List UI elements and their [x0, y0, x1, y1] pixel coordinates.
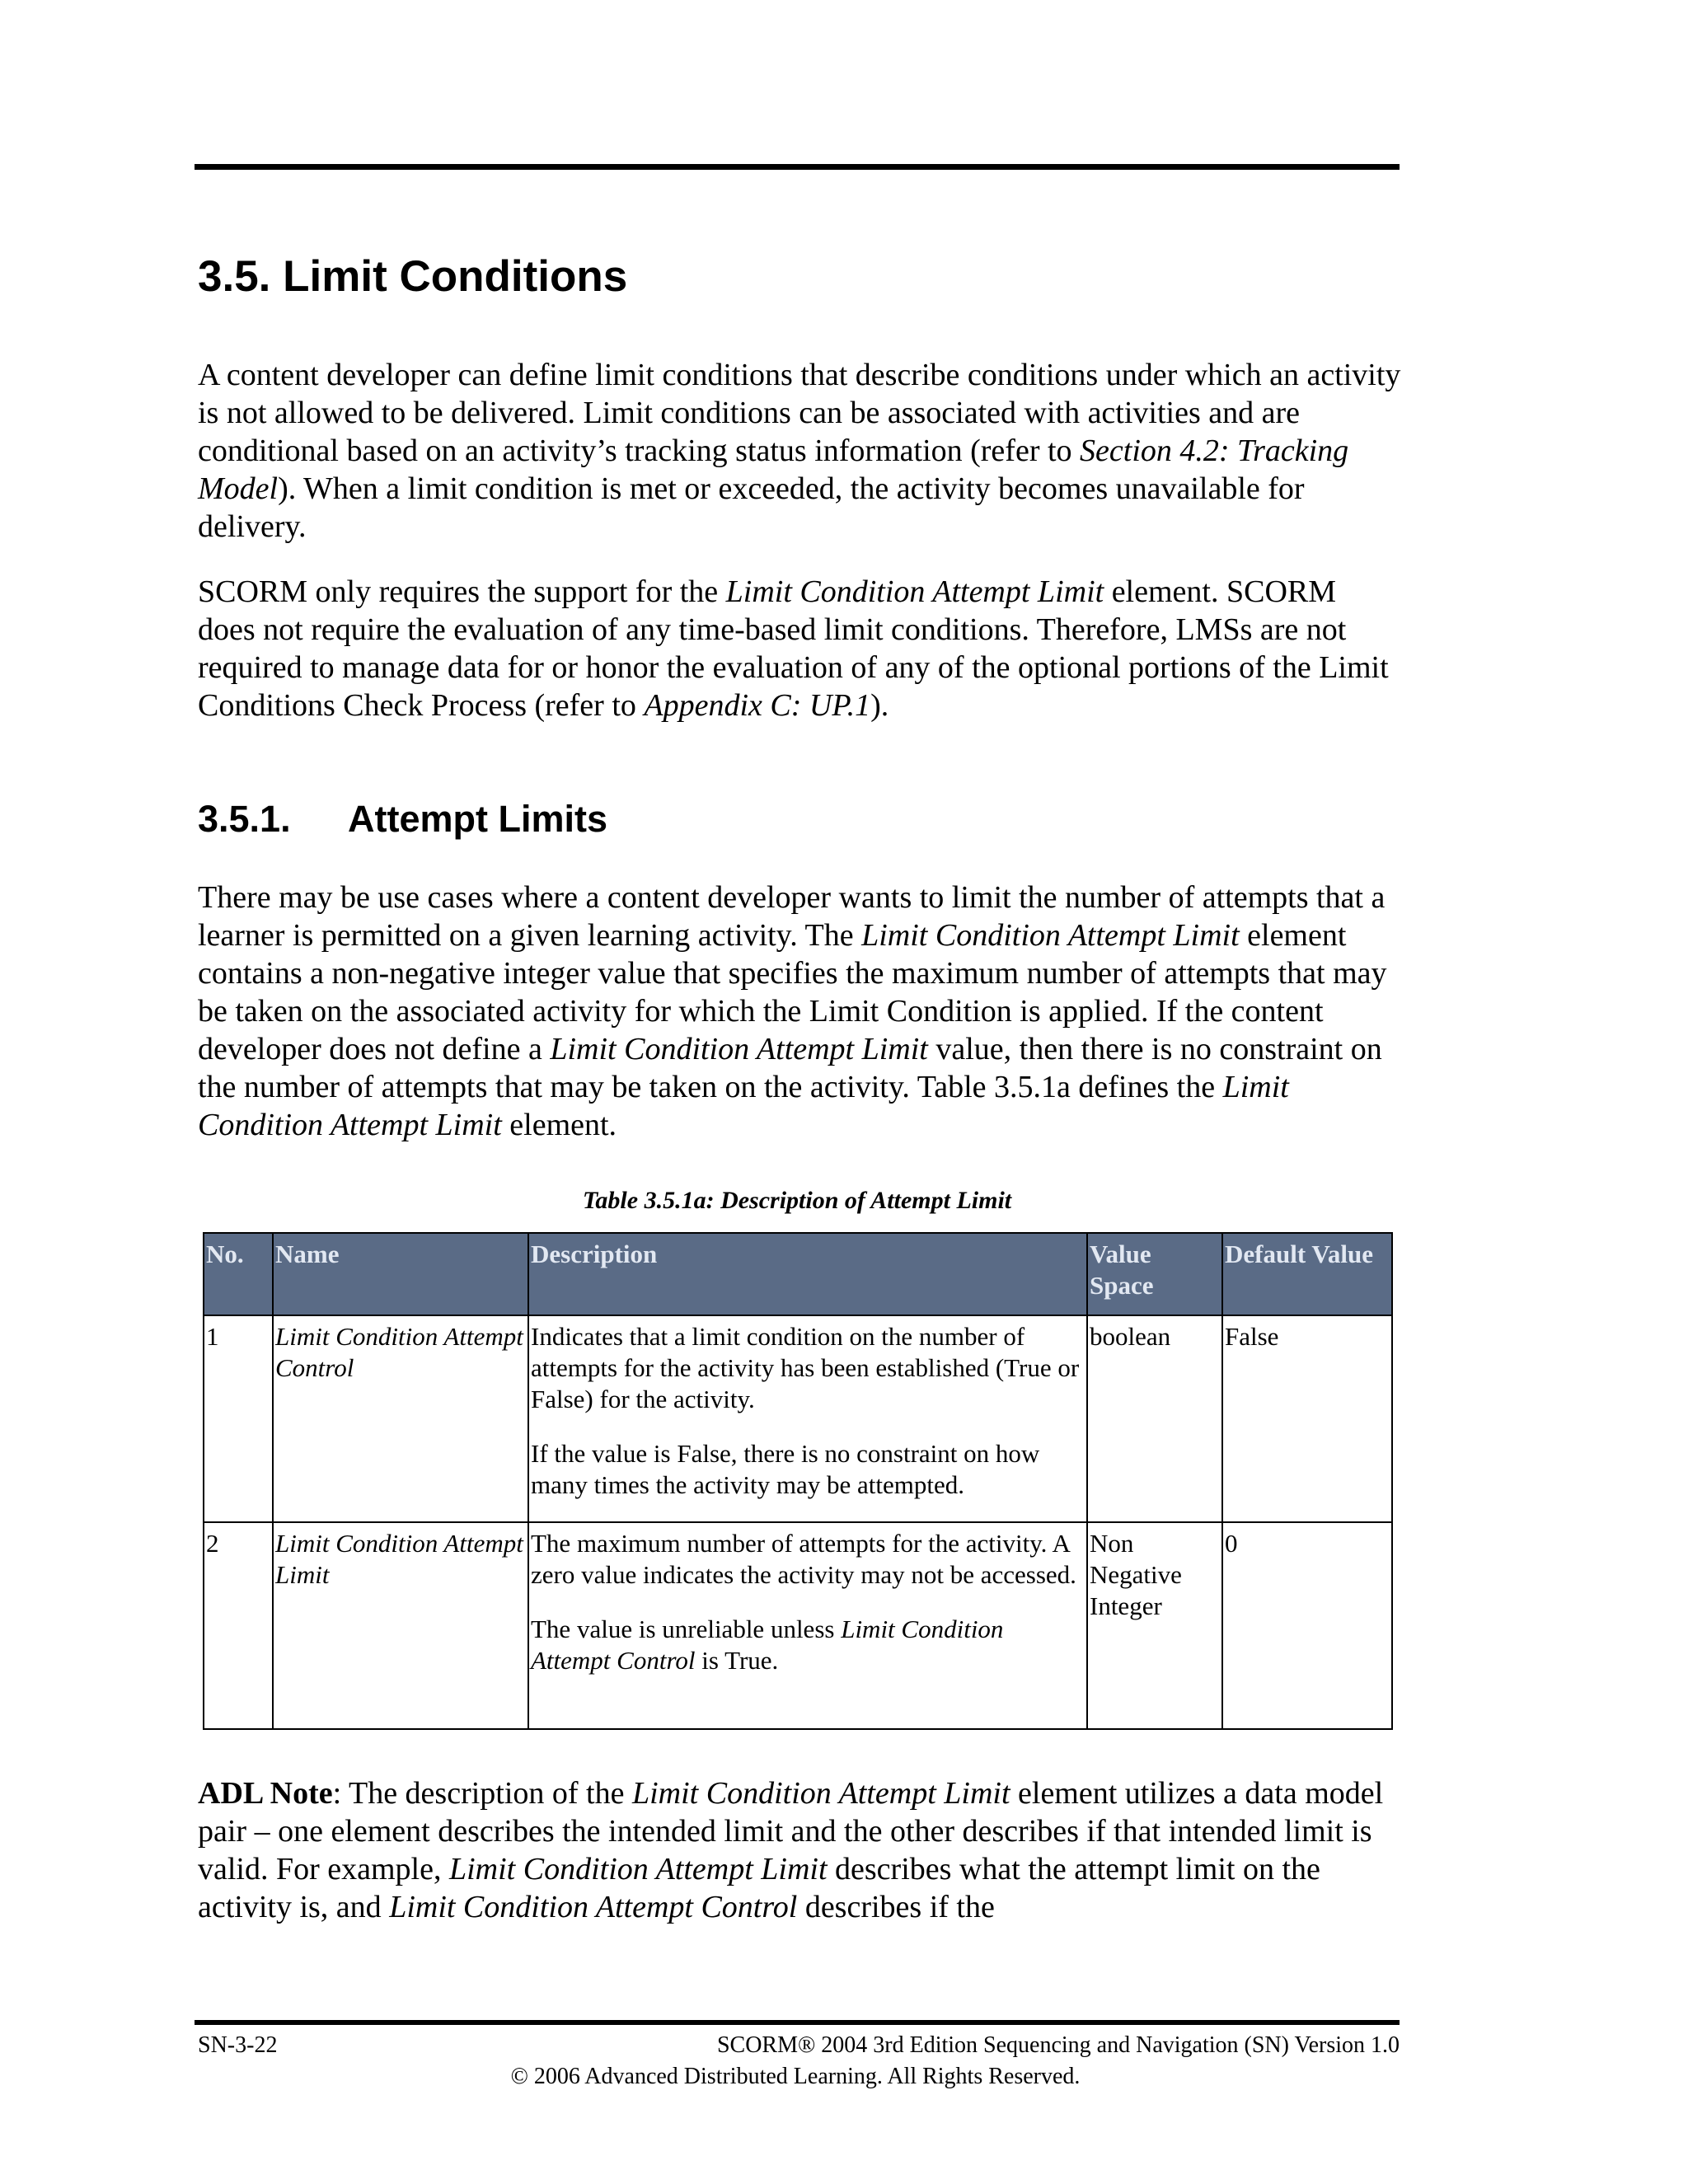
page-number: SN-3-22: [198, 2032, 278, 2058]
subsection-title: Attempt Limits: [348, 798, 607, 840]
description-line: [531, 1614, 1085, 1676]
emphasis-text: Limit Condition Attempt Limit: [861, 918, 1240, 953]
cell-default-value: 0: [1222, 1522, 1392, 1729]
bold-text: ADL Note: [198, 1776, 333, 1811]
subsection-heading: [198, 798, 607, 841]
adl-note-paragraph: [198, 1774, 1401, 1926]
subsection-number: 3.5.1.: [198, 798, 291, 840]
header-description: Description: [528, 1233, 1087, 1315]
document-title: SCORM® 2004 3rd Edition Sequencing and Navigation (SN) Version 1.0: [716, 2032, 1400, 2058]
cell-description: [528, 1315, 1087, 1522]
emphasis-text: Limit Condition Attempt Limit: [448, 1852, 828, 1886]
text-run: There may be use cases where a content developer wants to limit the number of attempts that a learner is permitted on a given learning activity. The: [198, 880, 1386, 953]
table-header-row: [204, 1233, 1392, 1315]
emphasis-text: Appendix C: UP.1: [644, 688, 871, 723]
text-run: element.: [501, 1108, 617, 1142]
emphasis-text: Limit Condition Attempt Limit: [631, 1776, 1010, 1811]
footer-rule: [195, 2020, 1400, 2025]
emphasis-text: Section 4.2: Tracking Model: [198, 434, 1349, 506]
emphasis-text: Limit Condition Attempt Control: [531, 1615, 1004, 1675]
cell-no: 2: [204, 1522, 273, 1729]
description-line: [531, 1321, 1085, 1415]
text-run: element. SCORM does not require the evaluation of any time-based limit conditions. Therefore, LMSs are not required to manage data for or honor the evaluation of any of the optional portions of the Limit Conditions Check Process (refer to: [198, 574, 1389, 723]
text-run: ).: [870, 688, 889, 723]
attempt-limits-paragraph: [198, 879, 1401, 1144]
cell-value-space: Non Negative Integer: [1087, 1522, 1222, 1729]
description-line: [531, 1528, 1085, 1591]
cell-description: [528, 1522, 1087, 1729]
text-run: If the value is False, there is no constraint on how many times the activity may be attempted.: [531, 1439, 1040, 1499]
table-row: [204, 1522, 1392, 1729]
intro-paragraph: [198, 356, 1401, 546]
cell-no: 1: [204, 1315, 273, 1522]
header-name: Name: [273, 1233, 528, 1315]
text-run: SCORM only requires the support for the: [198, 574, 726, 609]
cell-default-value: False: [1222, 1315, 1392, 1522]
header-default-value: Default Value: [1222, 1233, 1392, 1315]
text-run: describes what the attempt limit on the activity is, and: [198, 1852, 1320, 1924]
text-run: ). When a limit condition is met or exceeded, the activity becomes unavailable for delivery.: [198, 471, 1305, 544]
copyright-notice: © 2006 Advanced Distributed Learning. All Rights Reserved.: [510, 2064, 1081, 2089]
cell-name: Limit Condition Attempt Limit: [273, 1522, 528, 1729]
text-run: : The description of the: [332, 1776, 632, 1811]
text-run: is True.: [695, 1646, 779, 1675]
emphasis-text: Limit Condition Attempt Limit: [198, 1070, 1289, 1142]
table-row: [204, 1315, 1392, 1522]
section-heading: 3.5. Limit Conditions: [198, 252, 628, 301]
header-no: No.: [204, 1233, 273, 1315]
text-run: A content developer can define limit conditions that describe conditions under which an activity is not allowed to be delivered. Limit conditions can be associated with activities and are conditional based on an activity’s tracking status information (refer to: [198, 358, 1401, 468]
cell-value-space: boolean: [1087, 1315, 1222, 1522]
table-caption: Table 3.5.1a: Description of Attempt Limit: [582, 1187, 1012, 1214]
scorm-requirements-paragraph: [198, 573, 1401, 724]
text-run: describes if the: [797, 1890, 995, 1924]
header-rule: [195, 164, 1400, 170]
text-run: element utilizes a data model pair – one element describes the intended limit and the other describes if that intended limit is valid. For example,: [198, 1776, 1384, 1886]
emphasis-text: Limit Condition Attempt Limit: [550, 1032, 928, 1066]
text-run: element contains a non-negative integer value that specifies the maximum number of attempts that may be taken on the associated activity for which the Limit Condition is applied. If the content developer does not define a: [198, 918, 1387, 1066]
header-value-space: Value Space: [1087, 1233, 1222, 1315]
text-run: value, then there is no constraint on the number of attempts that may be taken on the activity. Table 3.5.1a defines the: [198, 1032, 1382, 1104]
attempt-limit-table: [203, 1232, 1393, 1730]
text-run: The maximum number of attempts for the activity. A zero value indicates the activity may not be accessed.: [531, 1529, 1076, 1589]
text-run: Indicates that a limit condition on the number of attempts for the activity has been established (True or False) for the activity.: [531, 1322, 1080, 1413]
cell-name: Limit Condition Attempt Control: [273, 1315, 528, 1522]
emphasis-text: Limit Condition Attempt Limit: [725, 574, 1104, 609]
description-line: [531, 1438, 1085, 1501]
emphasis-text: Limit Condition Attempt Control: [389, 1890, 798, 1924]
text-run: The value is unreliable unless: [531, 1615, 842, 1643]
